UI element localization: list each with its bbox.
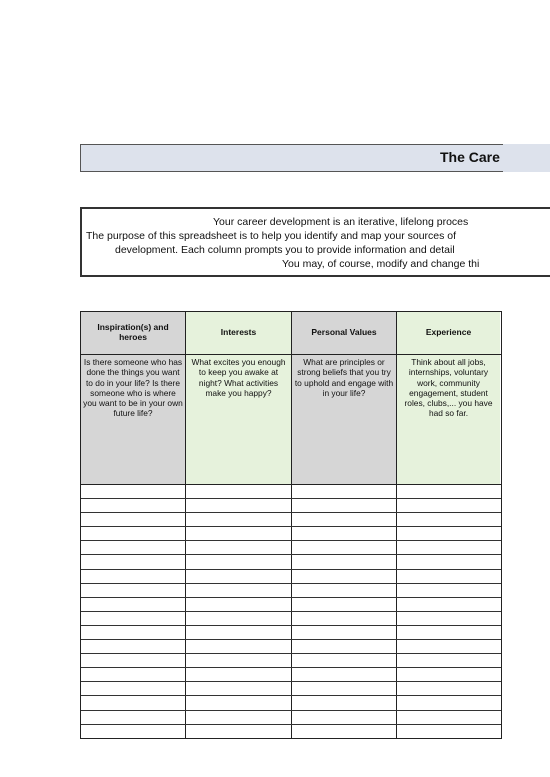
table-row	[81, 612, 501, 626]
entry-cell[interactable]	[292, 696, 397, 709]
entry-cell[interactable]	[292, 485, 397, 498]
header-cell-experience[interactable]: Experience	[397, 312, 500, 354]
entry-cell[interactable]	[292, 654, 397, 667]
table-row	[81, 626, 501, 640]
table-row	[81, 541, 501, 555]
entry-cell[interactable]	[397, 612, 500, 625]
intro-line-1: Your career development is an iterative, lifelong proces	[213, 216, 469, 228]
entry-cell[interactable]	[292, 682, 397, 695]
description-cell-experience[interactable]: Think about all jobs, internships, voluntary work, community engagement, student roles, clubs,... you have had so far.	[397, 355, 500, 484]
table-row	[81, 668, 501, 682]
table-row	[81, 725, 501, 738]
entry-cell[interactable]	[81, 682, 186, 695]
entry-cell[interactable]	[186, 725, 292, 738]
entry-cell[interactable]	[81, 527, 186, 540]
table-row	[81, 570, 501, 584]
entry-cell[interactable]	[81, 513, 186, 526]
entry-cell[interactable]	[186, 626, 292, 639]
entry-cell[interactable]	[81, 725, 186, 738]
entry-cell[interactable]	[81, 598, 186, 611]
entry-cell[interactable]	[186, 711, 292, 724]
table-row	[81, 598, 501, 612]
page-title: The Care	[440, 149, 500, 165]
entry-cell[interactable]	[186, 654, 292, 667]
table-row	[81, 485, 501, 499]
entry-cell[interactable]	[292, 555, 397, 568]
entry-cell[interactable]	[292, 499, 397, 512]
entry-cell[interactable]	[81, 654, 186, 667]
table-row	[81, 555, 501, 569]
header-cell-values[interactable]: Personal Values	[292, 312, 397, 354]
entry-cell[interactable]	[186, 612, 292, 625]
entry-cell[interactable]	[397, 555, 500, 568]
entry-cell[interactable]	[292, 513, 397, 526]
table-row	[81, 513, 501, 527]
entry-cell[interactable]	[397, 725, 500, 738]
entry-cell[interactable]	[81, 499, 186, 512]
entry-cell[interactable]	[397, 696, 500, 709]
career-map-table	[80, 311, 502, 739]
intro-line-4: You may, of course, modify and change thi	[282, 258, 480, 270]
entry-cell[interactable]	[397, 485, 500, 498]
entry-cell[interactable]	[292, 541, 397, 554]
entry-cell[interactable]	[186, 668, 292, 681]
table-row	[81, 654, 501, 668]
description-cell-values[interactable]: What are principles or strong beliefs that you try to uphold and engage with in your life?	[292, 355, 397, 484]
intro-line-2: The purpose of this spreadsheet is to help you identify and map your sources of	[86, 230, 457, 242]
entry-cell[interactable]	[186, 682, 292, 695]
entry-cell[interactable]	[81, 584, 186, 597]
table-header-row	[81, 312, 501, 355]
entry-cell[interactable]	[186, 513, 292, 526]
entry-cell[interactable]	[397, 499, 500, 512]
description-cell-interests[interactable]: What excites you enough to keep you awake at night? What activities make you happy?	[186, 355, 292, 484]
entry-cell[interactable]	[292, 626, 397, 639]
entry-cell[interactable]	[292, 612, 397, 625]
entry-cell[interactable]	[397, 598, 500, 611]
entry-cell[interactable]	[397, 513, 500, 526]
entry-cell[interactable]	[186, 696, 292, 709]
header-cell-interests[interactable]: Interests	[186, 312, 292, 354]
entry-cell[interactable]	[81, 485, 186, 498]
entry-cell[interactable]	[186, 640, 292, 653]
entry-cell[interactable]	[397, 584, 500, 597]
entry-cell[interactable]	[292, 640, 397, 653]
entry-cell[interactable]	[81, 696, 186, 709]
entry-cell[interactable]	[397, 527, 500, 540]
blank-rows	[81, 485, 501, 738]
entry-cell[interactable]	[81, 640, 186, 653]
entry-cell[interactable]	[292, 725, 397, 738]
entry-cell[interactable]	[81, 711, 186, 724]
entry-cell[interactable]	[397, 682, 500, 695]
entry-cell[interactable]	[397, 640, 500, 653]
title-band-edge	[503, 144, 550, 172]
table-row	[81, 696, 501, 710]
entry-cell[interactable]	[397, 570, 500, 583]
entry-cell[interactable]	[81, 555, 186, 568]
entry-cell[interactable]	[292, 584, 397, 597]
table-row	[81, 584, 501, 598]
entry-cell[interactable]	[186, 555, 292, 568]
entry-cell[interactable]	[292, 527, 397, 540]
table-row	[81, 640, 501, 654]
description-cell-inspiration[interactable]: Is there someone who has done the things you want to do in your life? Is there someone who is where you want to be in your own future life?	[81, 355, 186, 484]
entry-cell[interactable]	[186, 541, 292, 554]
entry-cell[interactable]	[292, 598, 397, 611]
entry-cell[interactable]	[397, 626, 500, 639]
table-description-row	[81, 355, 501, 485]
entry-cell[interactable]	[81, 612, 186, 625]
entry-cell[interactable]	[186, 598, 292, 611]
entry-cell[interactable]	[292, 668, 397, 681]
entry-cell[interactable]	[292, 570, 397, 583]
table-row	[81, 711, 501, 725]
header-cell-inspiration[interactable]: Inspiration(s) and heroes	[81, 312, 186, 354]
entry-cell[interactable]	[81, 541, 186, 554]
table-row	[81, 499, 501, 513]
entry-cell[interactable]	[186, 584, 292, 597]
intro-line-3: development. Each column prompts you to provide information and detail	[115, 244, 455, 256]
entry-cell[interactable]	[186, 527, 292, 540]
entry-cell[interactable]	[81, 668, 186, 681]
entry-cell[interactable]	[292, 711, 397, 724]
table-row	[81, 682, 501, 696]
entry-cell[interactable]	[81, 626, 186, 639]
table-row	[81, 527, 501, 541]
entry-cell[interactable]	[397, 668, 500, 681]
entry-cell[interactable]	[397, 541, 500, 554]
entry-cell[interactable]	[186, 485, 292, 498]
entry-cell[interactable]	[81, 570, 186, 583]
entry-cell[interactable]	[397, 711, 500, 724]
entry-cell[interactable]	[186, 570, 292, 583]
entry-cell[interactable]	[186, 499, 292, 512]
entry-cell[interactable]	[397, 654, 500, 667]
